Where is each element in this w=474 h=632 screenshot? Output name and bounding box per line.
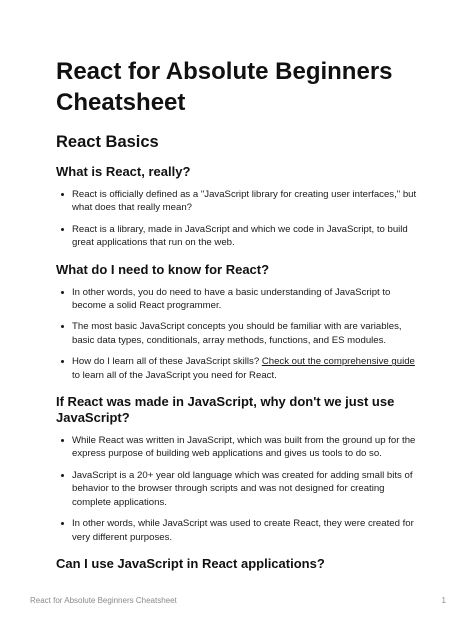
footer-title: React for Absolute Beginners Cheatsheet — [30, 596, 177, 605]
page-title-line-2: Cheatsheet — [56, 89, 186, 116]
list-item — [56, 355, 422, 382]
list-item-text: to learn all of the JavaScript you need for React. — [72, 369, 277, 381]
list-item: React is officially defined as a "JavaScript library for creating user interfaces," but what does that really mean? — [56, 188, 422, 215]
list-item-text: How do I learn all of these JavaScript skills? — [72, 356, 262, 368]
page-footer — [30, 596, 446, 605]
section-heading: React Basics — [56, 133, 159, 151]
list-item: In other words, while JavaScript was used to create React, they were created for very different purposes. — [56, 517, 422, 544]
bullet-list — [56, 286, 422, 382]
question-heading: What do I need to know for React? — [56, 261, 270, 277]
comprehensive-guide-link[interactable]: Check out the comprehensive guide — [261, 356, 415, 368]
question-heading: Can I use JavaScript in React applications? — [56, 555, 325, 571]
question-heading: What is React, really? — [56, 164, 191, 179]
document-page — [56, 56, 422, 580]
list-item: While React was written in JavaScript, which was built from the ground up for the express purpose of building web applications and gives us tools to do so. — [56, 434, 422, 461]
list-item: React is a library, made in JavaScript and which we code in JavaScript, to build great applications that run on the web. — [56, 223, 422, 250]
bullet-list — [56, 188, 422, 250]
page-title — [56, 56, 422, 118]
page-number: 1 — [441, 596, 446, 605]
list-item: JavaScript is a 20+ year old language which was created for adding small bits of behavior to the browser through scripts and was not designed for creating complete applications. — [56, 469, 422, 509]
list-item: In other words, you do need to have a basic understanding of JavaScript to become a solid React programmer. — [56, 286, 422, 313]
question-heading: If React was made in JavaScript, why don't we just use JavaScript? — [56, 394, 395, 426]
page-title-line-1: React for Absolute Beginners — [56, 58, 393, 85]
list-item: The most basic JavaScript concepts you should be familiar with are variables, basic data types, conditionals, array methods, functions, and ES modules. — [56, 320, 422, 347]
bullet-list — [56, 434, 422, 544]
